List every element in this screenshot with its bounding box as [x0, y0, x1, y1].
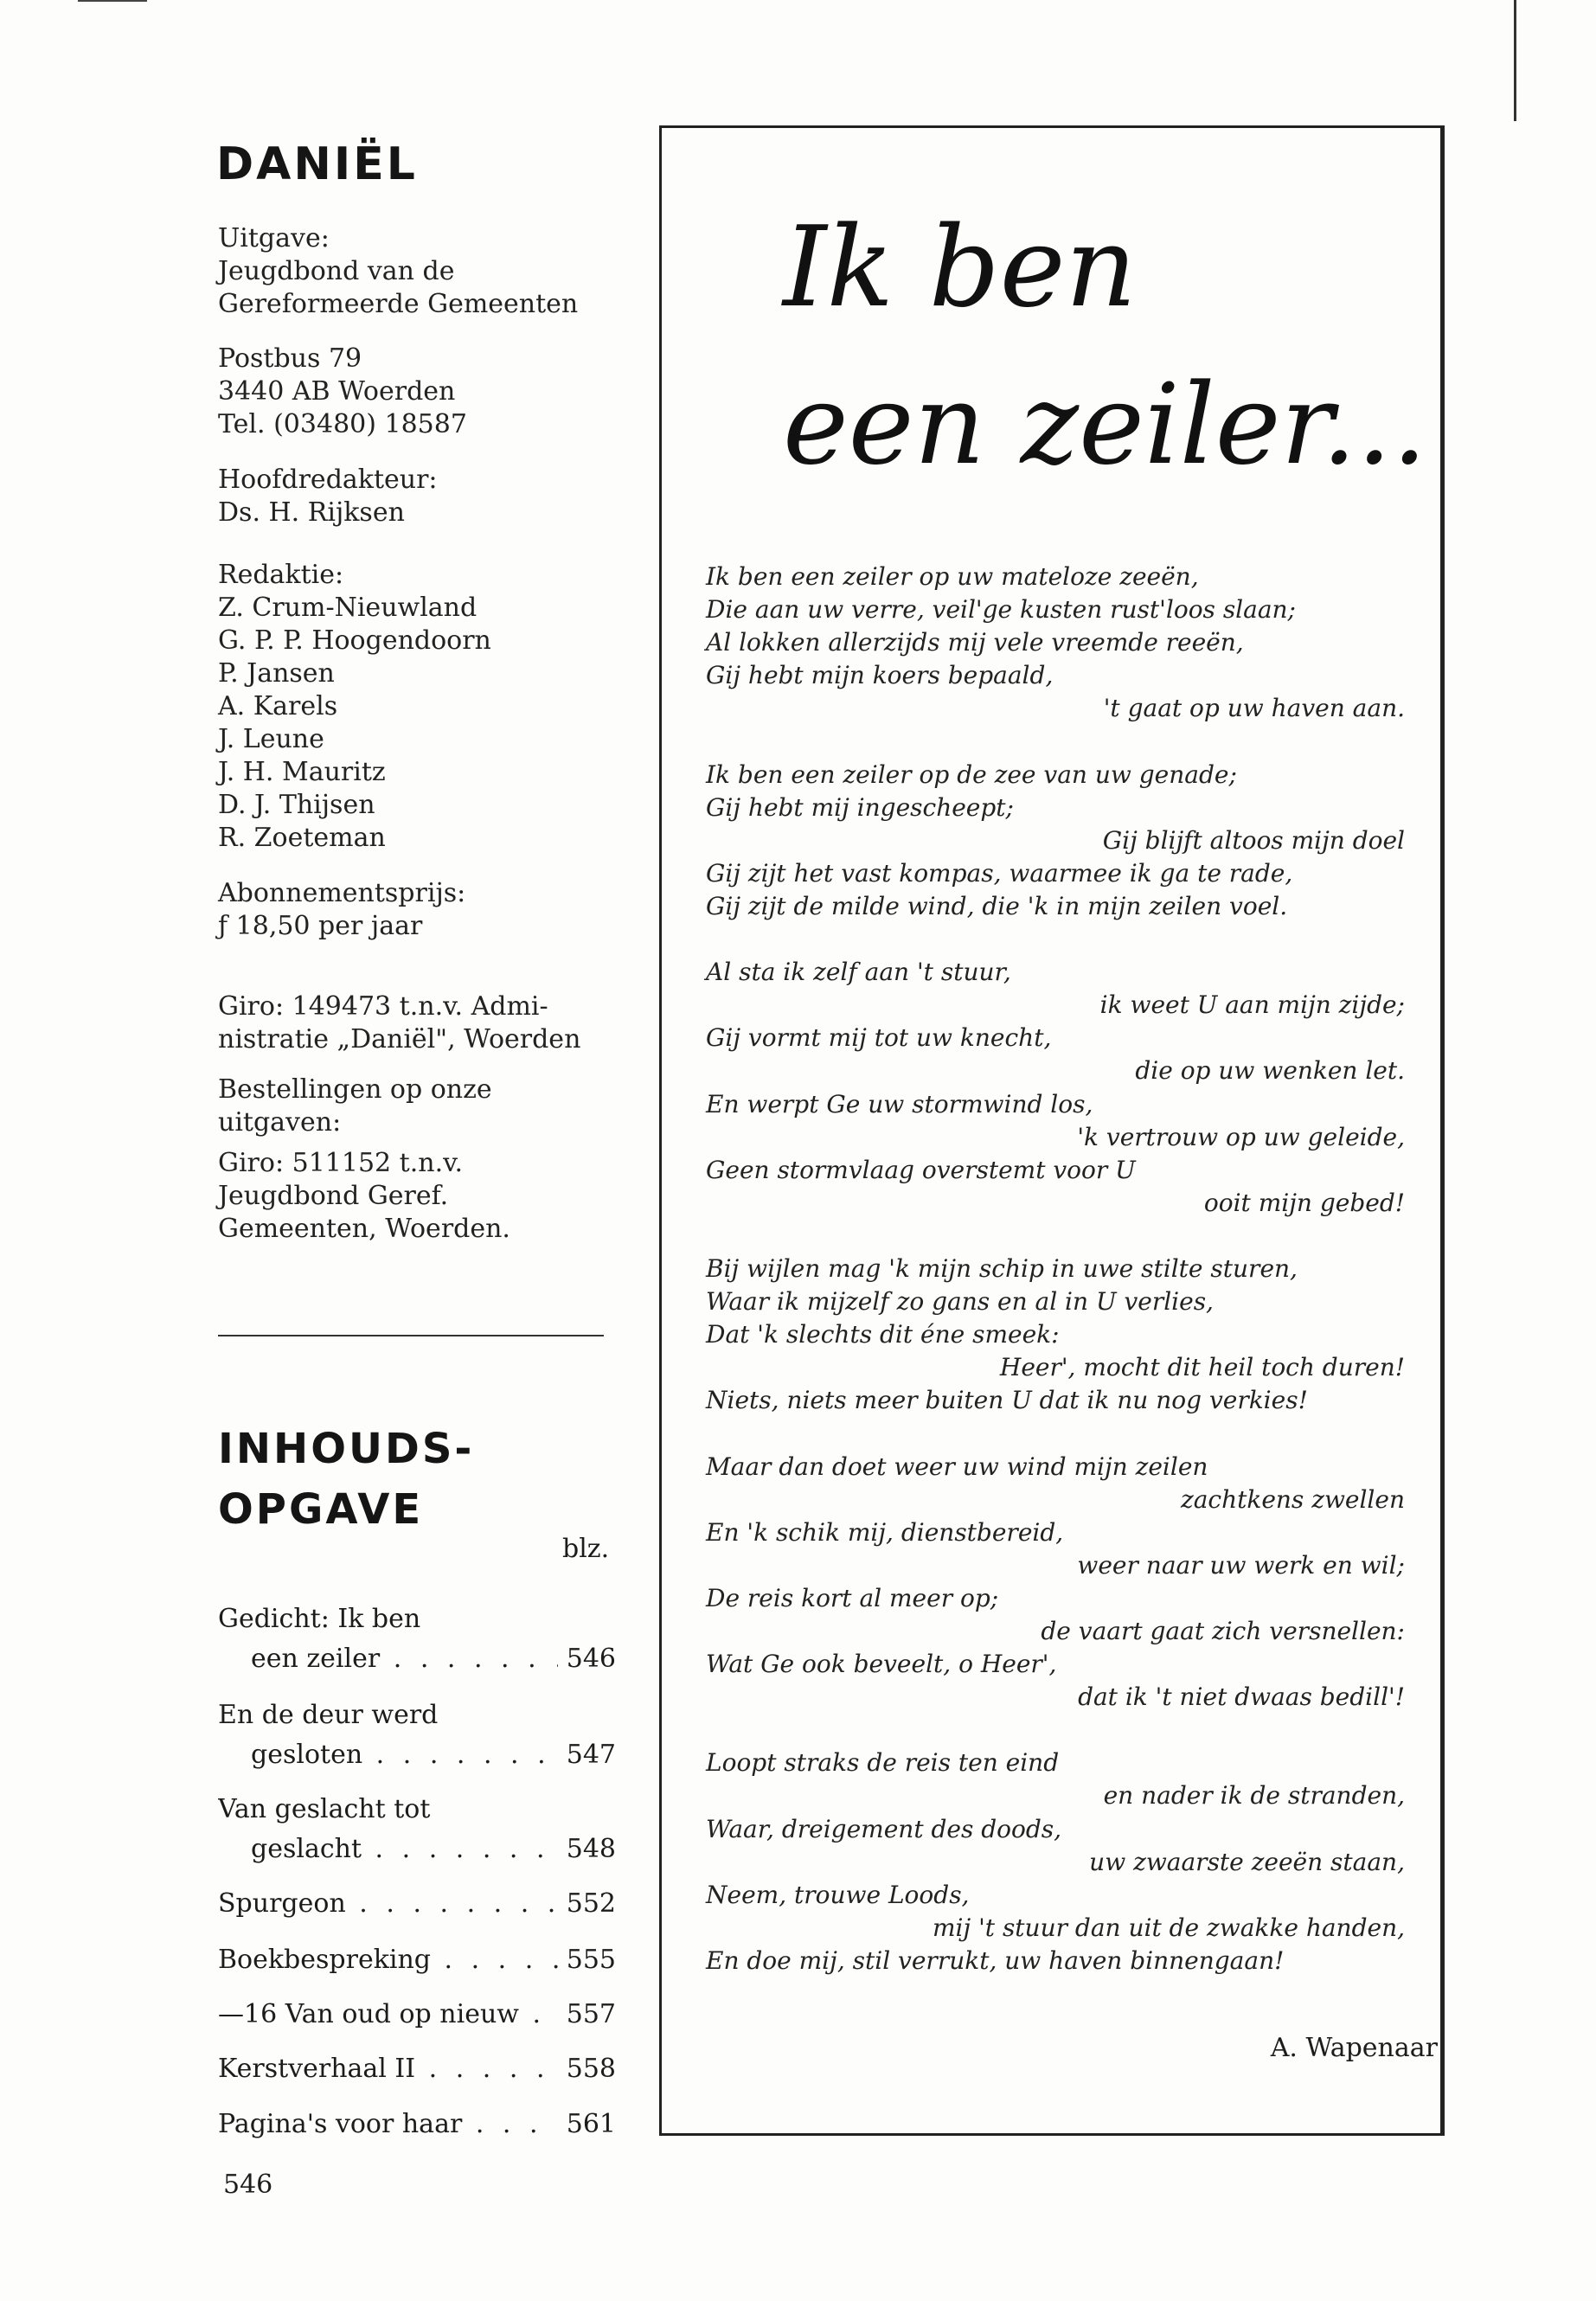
colophon-line: nistratie „Daniël", Woerden — [218, 1024, 581, 1054]
poem-line: Heer', mocht dit heil toch duren! — [999, 1353, 1405, 1382]
poem-author: A. Wapenaar — [1270, 2033, 1438, 2063]
poem-line: Loopt straks de reis ten eind — [706, 1748, 1060, 1778]
poem-line: Wat Ge ook beveelt, o Heer', — [706, 1650, 1057, 1679]
colophon-line: uitgaven: — [218, 1107, 342, 1138]
poem-line: Gij hebt mijn koers bepaald, — [706, 661, 1054, 690]
poem-stanza — [706, 1451, 1405, 1715]
poem-line: dat ik 't niet dwaas bedill'! — [1078, 1682, 1405, 1712]
colophon-line: Z. Crum-Nieuwland — [218, 593, 478, 623]
toc-heading-line: OPGAVE — [218, 1485, 424, 1534]
poem-line: Gij blijft altoos mijn doel — [1102, 825, 1405, 855]
poem-line: 't gaat op uw haven aan. — [1103, 694, 1405, 723]
poem-title-line-1: Ik ben — [783, 203, 1137, 332]
toc-entry-page: 557 — [566, 1999, 616, 2029]
poem-line: Geen stormvlaag overstemt voor U — [706, 1155, 1136, 1184]
colophon-line: ƒ 18,50 per jaar — [218, 911, 423, 941]
colophon-line: 3440 AB Woerden — [218, 376, 456, 407]
colophon-line: Postbus 79 — [218, 343, 362, 374]
poem-line: Al lokken allerzijds mij vele vreemde reeën, — [706, 628, 1244, 657]
poem-line: de vaart gaat zich versnellen: — [1041, 1617, 1405, 1645]
poem-line: Gij hebt mij ingescheept; — [706, 792, 1014, 822]
toc-entry-title: Van geslacht tot — [218, 1794, 431, 1824]
toc-entry-title: Gedicht: Ik ben — [218, 1604, 421, 1634]
toc-entry — [218, 2105, 616, 2144]
toc-entry-page: 558 — [566, 2054, 616, 2084]
toc-entry — [218, 1790, 616, 1869]
toc-entry-title: gesloten . . . — [218, 1735, 558, 1775]
poem-title-line-2: een zeiler... — [783, 361, 1427, 490]
toc-entry-title: Kerstverhaal II . . . — [218, 2049, 558, 2089]
toc-heading-line: INHOUDS- — [218, 1425, 475, 1473]
poem-line: Die aan uw verre, veil'ge kusten rust'loos slaan; — [706, 595, 1296, 625]
colophon-line: Gemeenten, Woerden. — [218, 1214, 510, 1244]
colophon-line: Abonnementsprijs: — [218, 878, 466, 908]
poem-line: mij 't stuur dan uit de zwakke handen, — [933, 1913, 1405, 1942]
toc-entry — [218, 1995, 616, 2035]
poem-line: En 'k schik mij, dienstbereid, — [706, 1517, 1064, 1547]
poem-line: En doe mij, stil verrukt, uw haven binnengaan! — [706, 1945, 1285, 1975]
poem-line: Waar ik mijzelf zo gans en al in U verlies, — [706, 1287, 1214, 1317]
masthead-title: DANIËL — [216, 138, 418, 190]
toc-entry-page: 555 — [566, 1945, 616, 1975]
poem-stanza — [706, 1253, 1405, 1417]
poem-body — [706, 561, 1405, 2010]
toc-entry-page: 561 — [566, 2109, 616, 2139]
poem-line: 'k vertrouw op uw geleide, — [1077, 1122, 1405, 1151]
poem-line: Maar dan doet weer uw wind mijn zeilen — [706, 1452, 1208, 1481]
poem-line: Gij zijt de milde wind, die 'k in mijn zeilen voel. — [706, 891, 1288, 920]
poem-line: Gij vormt mij tot uw knecht, — [706, 1023, 1052, 1053]
poem-stanza — [706, 759, 1405, 923]
scan-edge-line — [1514, 0, 1516, 121]
poem-line: En werpt Ge uw stormwind los, — [706, 1089, 1093, 1118]
toc-entry-page: 552 — [566, 1888, 616, 1919]
page-number: 546 — [223, 2170, 273, 2200]
colophon-line: J. Leune — [218, 724, 324, 754]
colophon-line: Tel. (03480) 18587 — [218, 409, 467, 439]
poem-line: Neem, trouwe Loods, — [706, 1880, 970, 1909]
divider — [218, 1335, 604, 1336]
poem-line: Niets, niets meer buiten U dat ik nu nog verkies! — [706, 1386, 1308, 1415]
colophon-line: Jeugdbond Geref. — [218, 1181, 449, 1211]
poem-line: Bij wijlen mag 'k mijn schip in uwe stilte sturen, — [706, 1253, 1298, 1283]
poem-line: ooit mijn gebed! — [1203, 1188, 1405, 1217]
poem-line: ik weet U aan mijn zijde; — [1099, 990, 1405, 1020]
scan-edge-line — [78, 0, 147, 2]
poem-line: Dat 'k slechts dit éne smeek: — [706, 1320, 1060, 1349]
colophon-line: Uitgave: — [218, 223, 330, 253]
toc-entry-title: geslacht . . . — [218, 1830, 558, 1869]
poem-stanza — [706, 1747, 1405, 1977]
toc-heading — [218, 1419, 474, 1540]
colophon-group — [218, 559, 491, 855]
poem-stanza — [706, 956, 1405, 1220]
colophon-line: Bestellingen op onze — [218, 1074, 492, 1105]
toc-entry-title: Boekbespreking . . . — [218, 1940, 558, 1980]
poem-line: De reis kort al meer op; — [706, 1583, 999, 1612]
colophon-line: Jeugdbond van de — [218, 256, 455, 286]
colophon-group — [218, 990, 580, 1056]
poem-stanza — [706, 561, 1405, 725]
toc-entry — [218, 1884, 616, 1924]
colophon-line: Giro: 511152 t.n.v. — [218, 1148, 464, 1178]
colophon-group — [218, 343, 467, 441]
colophon-group — [218, 464, 438, 529]
toc-entry-page: 546 — [566, 1644, 616, 1674]
toc-entry — [218, 1940, 616, 1980]
toc-entry-page: 548 — [566, 1834, 616, 1864]
poem-line: Waar, dreigement des doods, — [706, 1814, 1062, 1843]
colophon-line: P. Jansen — [218, 658, 335, 689]
toc-page-label: blz. — [562, 1534, 610, 1564]
colophon-line: D. J. Thijsen — [218, 790, 375, 820]
toc-entry — [218, 1599, 616, 1679]
toc-entry — [218, 2049, 616, 2089]
colophon-line: Redaktie: — [218, 560, 344, 590]
poem-line: zachtkens zwellen — [1180, 1484, 1405, 1514]
poem-line: weer naar uw werk en wil; — [1077, 1550, 1405, 1580]
toc-entry — [218, 1695, 616, 1775]
colophon-line: Giro: 149473 t.n.v. Admi- — [218, 991, 548, 1022]
poem-line: Ik ben een zeiler op uw mateloze zeeën, — [706, 562, 1199, 591]
toc-entry-title: En de deur werd — [218, 1700, 439, 1730]
poem-line: Gij zijt het vast kompas, waarmee ik ga te rade, — [706, 858, 1293, 888]
toc-entry-page: 547 — [566, 1740, 616, 1770]
colophon-line: Ds. H. Rijksen — [218, 497, 405, 528]
toc-entry-title: een zeiler . . . — [218, 1639, 558, 1679]
poem-line: en nader ik de stranden, — [1103, 1781, 1405, 1811]
toc-entry-title: Spurgeon . . . — [218, 1884, 558, 1924]
colophon-line: G. P. P. Hoogendoorn — [218, 625, 491, 656]
colophon-group — [218, 877, 465, 943]
colophon-line: R. Zoeteman — [218, 823, 386, 853]
toc-entry-title: —16 Van oud op nieuw . . . — [218, 1995, 558, 2035]
colophon-line: A. Karels — [218, 691, 338, 721]
poem-line: Ik ben een zeiler op de zee van uw genade; — [706, 760, 1237, 789]
poem-line: die op uw wenken let. — [1135, 1056, 1405, 1086]
colophon-group — [218, 1074, 492, 1139]
toc-entry-title: Pagina's voor haar . . . — [218, 2105, 558, 2144]
poem-line: Al sta ik zelf aan 't stuur, — [706, 958, 1011, 987]
colophon-line: J. H. Mauritz — [218, 757, 386, 787]
colophon-line: Hoofdredakteur: — [218, 465, 438, 495]
colophon-group — [218, 1147, 510, 1246]
colophon-group — [218, 222, 578, 321]
colophon-line: Gereformeerde Gemeenten — [218, 289, 579, 319]
poem-line: uw zwaarste zeeën staan, — [1089, 1847, 1405, 1876]
